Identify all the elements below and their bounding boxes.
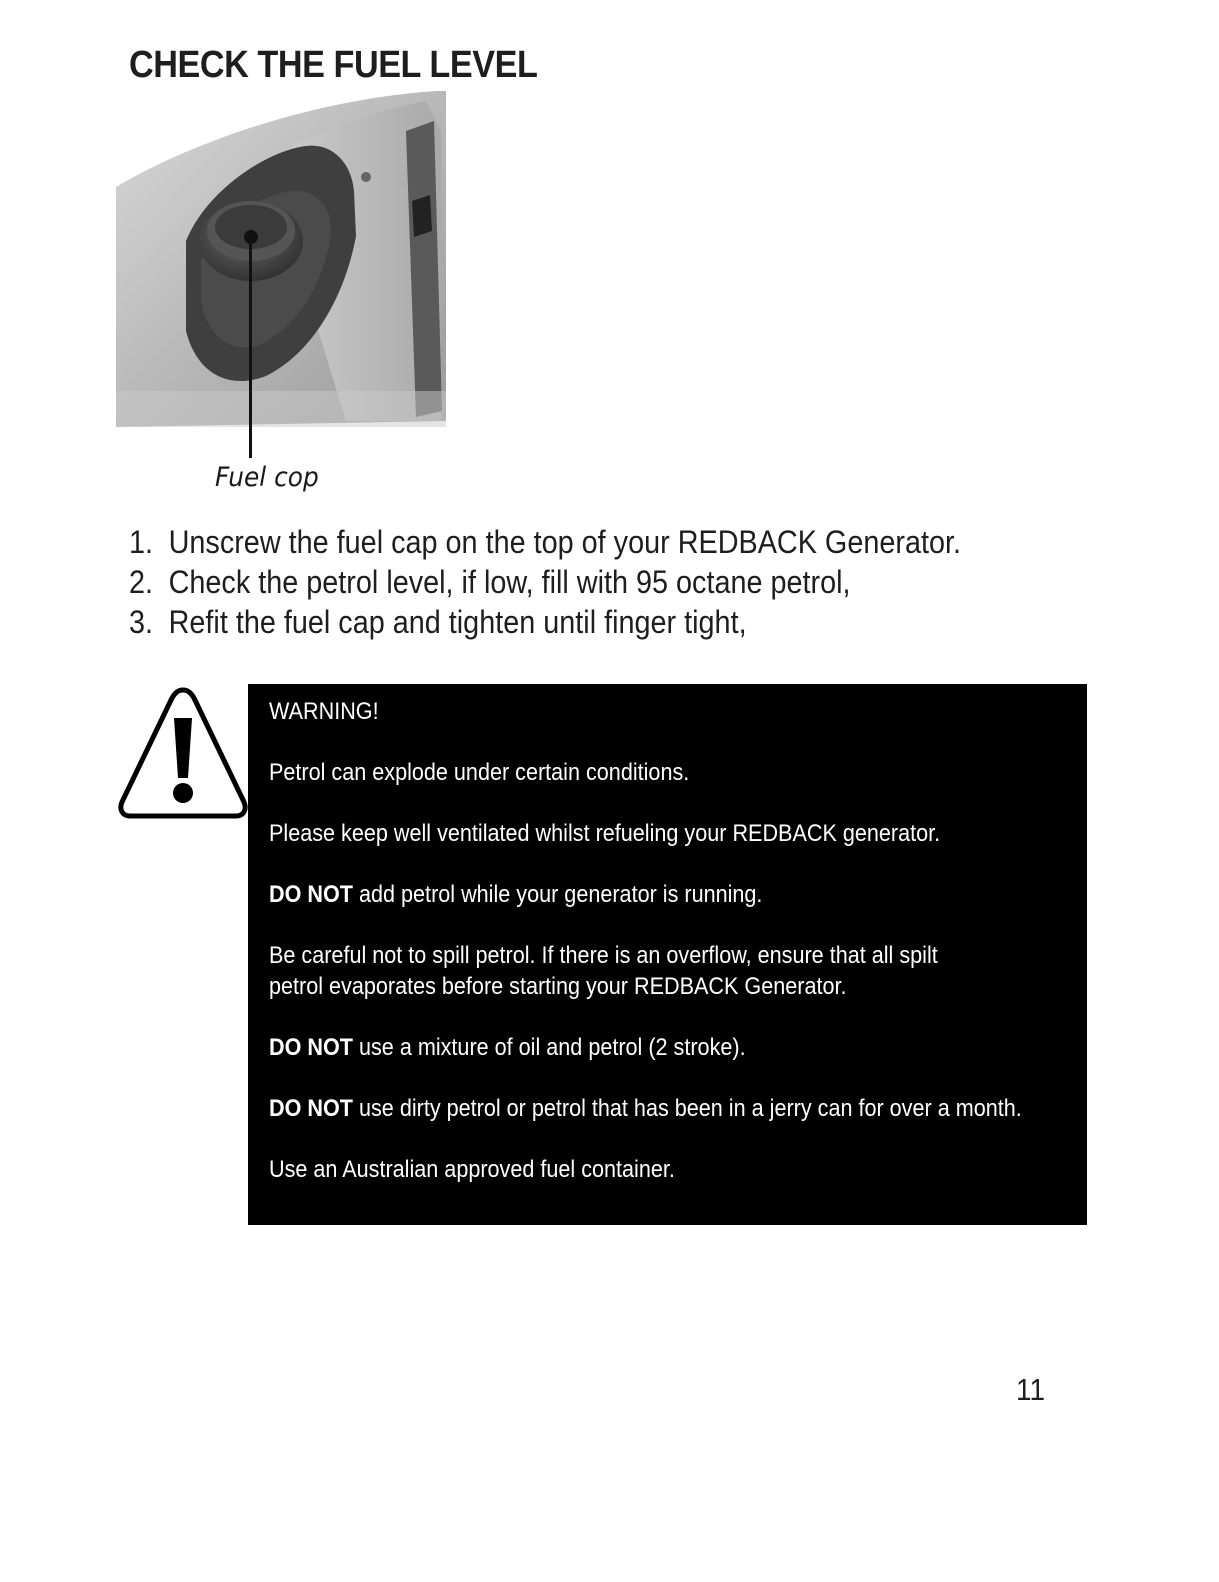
- do-not-label: DO NOT: [269, 881, 353, 908]
- list-item: [129, 562, 961, 602]
- callout-label: Fuel cop: [215, 462, 319, 493]
- list-item: [129, 602, 961, 642]
- callout-line: [249, 237, 252, 458]
- warning-text: use a mixture of oil and petrol (2 stroke).: [352, 1034, 746, 1061]
- step-number: 3.: [129, 604, 154, 640]
- warning-box: [248, 684, 1087, 1225]
- warning-line: Petrol can explode under certain conditions.: [269, 759, 690, 786]
- warning-line: [269, 1093, 1079, 1124]
- warning-text: add petrol while your generator is running.: [352, 881, 763, 908]
- step-text: Unscrew the fuel cap on the top of your REDBACK Generator.: [168, 524, 962, 560]
- warning-triangle-icon: [116, 684, 250, 822]
- instruction-list: [129, 522, 961, 642]
- list-item: [129, 522, 961, 562]
- page-title: CHECK THE FUEL LEVEL: [129, 44, 538, 86]
- warning-heading: WARNING!: [269, 698, 379, 725]
- step-number: 1.: [129, 524, 154, 560]
- step-text: Refit the fuel cap and tighten until finger tight,: [168, 604, 747, 640]
- step-number: 2.: [129, 564, 154, 600]
- warning-line: [269, 1032, 1079, 1063]
- generator-fuel-cap-photo: [116, 91, 446, 427]
- warning-line: Please keep well ventilated whilst refueling your REDBACK generator.: [269, 820, 941, 847]
- step-text: Check the petrol level, if low, fill with 95 octane petrol,: [168, 564, 851, 600]
- warning-line: [269, 879, 1079, 910]
- warning-line: Be careful not to spill petrol. If there is an overflow, ensure that all spilt petrol evaporates before starting your REDBACK Generator.: [269, 942, 938, 1000]
- warning-line: Use an Australian approved fuel container.: [269, 1156, 675, 1183]
- do-not-label: DO NOT: [269, 1095, 353, 1122]
- warning-text: use dirty petrol or petrol that has been in a jerry can for over a month.: [352, 1095, 1022, 1122]
- do-not-label: DO NOT: [269, 1034, 353, 1061]
- page-number: 11: [1016, 1372, 1045, 1407]
